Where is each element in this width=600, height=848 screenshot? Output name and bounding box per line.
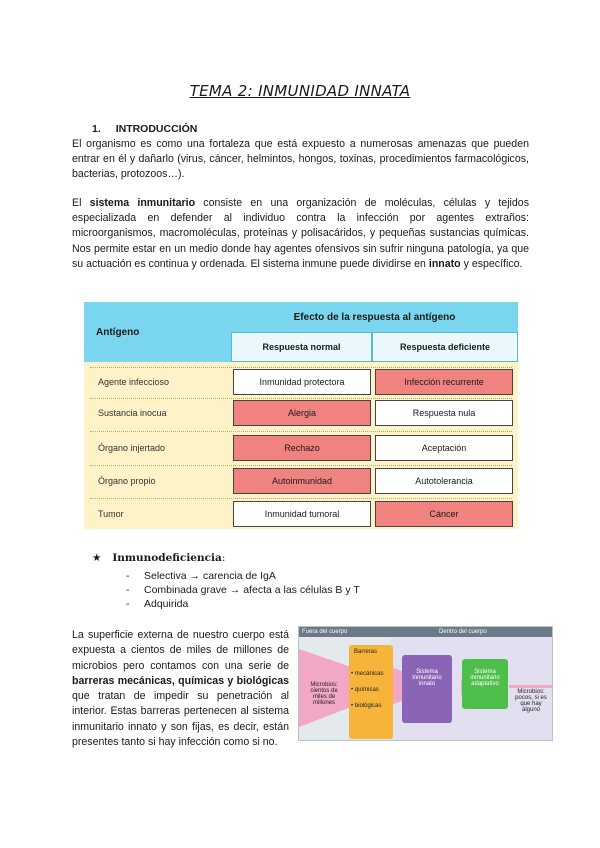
barrier-item-text: biológicas	[354, 703, 382, 709]
figure-label-innate: Sistema inmunitario innato	[412, 669, 442, 687]
table-cell-normal: Rechazo	[233, 435, 371, 461]
para2-post: y específico.	[460, 257, 523, 270]
barriers-paragraph	[72, 628, 289, 750]
figure-label-microbes-right: Microbios: pocos, si es que hay alguno	[515, 689, 547, 713]
table-header-effect: Efecto de la respuesta al antígeno	[231, 302, 518, 332]
para2-bold-term: sistema inmunitario	[89, 197, 196, 209]
table-header-deficient: Respuesta deficiente	[372, 332, 518, 362]
figure-label-barrier-item: • mecánicas	[351, 671, 384, 677]
figure-label-outside: Fuera del cuerpo	[302, 629, 348, 635]
para3-bold: barreras mecánicas, químicas y biológicas	[72, 674, 289, 687]
immunodeficiency-heading	[92, 552, 225, 564]
figure-label-barrier-item: • biológicas	[351, 703, 382, 709]
figure-label-adaptive: Sistema inmunitario adaptativo	[470, 669, 500, 687]
table-cell-normal: Inmunidad protectora	[233, 369, 371, 395]
section-heading	[92, 123, 197, 135]
list-item: - Combinada grave → afecta a las células B y T	[126, 584, 360, 596]
table-row-antigen: Órgano propio	[98, 476, 156, 486]
para2-bold-innate: innato	[428, 257, 461, 270]
table-cell-deficient: Autotolerancia	[375, 468, 513, 494]
table-divider	[90, 431, 512, 432]
table-cell-deficient: Cáncer	[375, 501, 513, 527]
table-row-antigen: Agente infeccioso	[98, 377, 170, 387]
table-divider	[90, 498, 512, 499]
para3-post: que tratan de impedir su penetración al interior. Estas barreras pertenecen al sistema inmunitario innato y son fijas, es decir, están presentes tanto si hay infección como si no.	[72, 690, 289, 749]
table-cell-deficient: Infección recurrente	[375, 369, 513, 395]
table-row-antigen: Tumor	[98, 509, 124, 519]
table-divider	[90, 367, 512, 368]
intro-paragraph: El organismo es como una fortaleza que está expuesto a numerosas amenazas que pueden entrar en él y dañarlo (virus, cáncer, helmintos, hongos, toxinas, procedimientos farmacológicos, bacterias, protozoos…).	[72, 138, 529, 181]
figure-label-barrier-item: • químicas	[351, 687, 379, 693]
table-cell-normal: Autoinmunidad	[233, 468, 371, 494]
colon: :	[221, 552, 226, 564]
table-cell-deficient: Aceptación	[375, 435, 513, 461]
section-title: INTRODUCCIÓN	[115, 123, 198, 135]
para2-pre: El	[72, 197, 90, 209]
para2-mid: consiste en una organización de moléculas, células y tejidos especializada en defender al individuo contra la infección por agentes extraños: microorganismos, macromoléculas, proteínas y polisacáridos, y pequeñas sustancias químicas. Nos permite estar en un medio donde hay agentes ofensivos sin sufrir ninguna patología, ya que su actuación es continua y ordenada. El sistema inmune puede dividirse en	[72, 197, 529, 270]
barriers-figure	[298, 626, 553, 741]
list-item: - Adquirida	[126, 598, 189, 610]
para3-pre: La superficie externa de nuestro cuerpo está expuesta a cientos de miles de millones de microbios pero contamos con una serie de	[72, 629, 289, 672]
list-item: - Selectiva → carencia de IgA	[126, 570, 276, 582]
table-divider	[90, 398, 512, 399]
page-title: TEMA 2: INMUNIDAD INNATA	[189, 82, 411, 100]
table-header-antigen: Antígeno	[84, 302, 231, 362]
figure-label-barriers: Barreras	[354, 649, 378, 655]
star-bullet-icon: ★	[92, 552, 102, 564]
immunodeficiency-title: Inmunodeficiencia	[112, 552, 222, 564]
barrier-item-text: mecánicas	[354, 671, 384, 677]
table-cell-normal: Inmunidad tumoral	[233, 501, 371, 527]
antigen-response-table	[84, 302, 518, 529]
table-header-normal: Respuesta normal	[231, 332, 372, 362]
table-divider	[90, 465, 512, 466]
table-cell-deficient: Respuesta nula	[375, 400, 513, 426]
figure-label-inside: Dentro del cuerpo	[439, 629, 487, 635]
table-row-antigen: Órgano injertado	[98, 443, 166, 453]
table-cell-normal: Alergia	[233, 400, 371, 426]
section-number: 1.	[92, 123, 101, 135]
list-item-text: Selectiva → carencia de IgA	[144, 570, 276, 582]
list-item-text: Adquirida	[144, 598, 189, 610]
list-item-text: Combinada grave → afecta a las células B y T	[144, 584, 360, 596]
table-row-antigen: Sustancia inocua	[98, 408, 167, 418]
immune-system-paragraph	[72, 196, 529, 272]
figure-label-microbes-left: Microbios: cientos de miles de millones	[310, 682, 338, 706]
barrier-item-text: químicas	[354, 687, 379, 693]
